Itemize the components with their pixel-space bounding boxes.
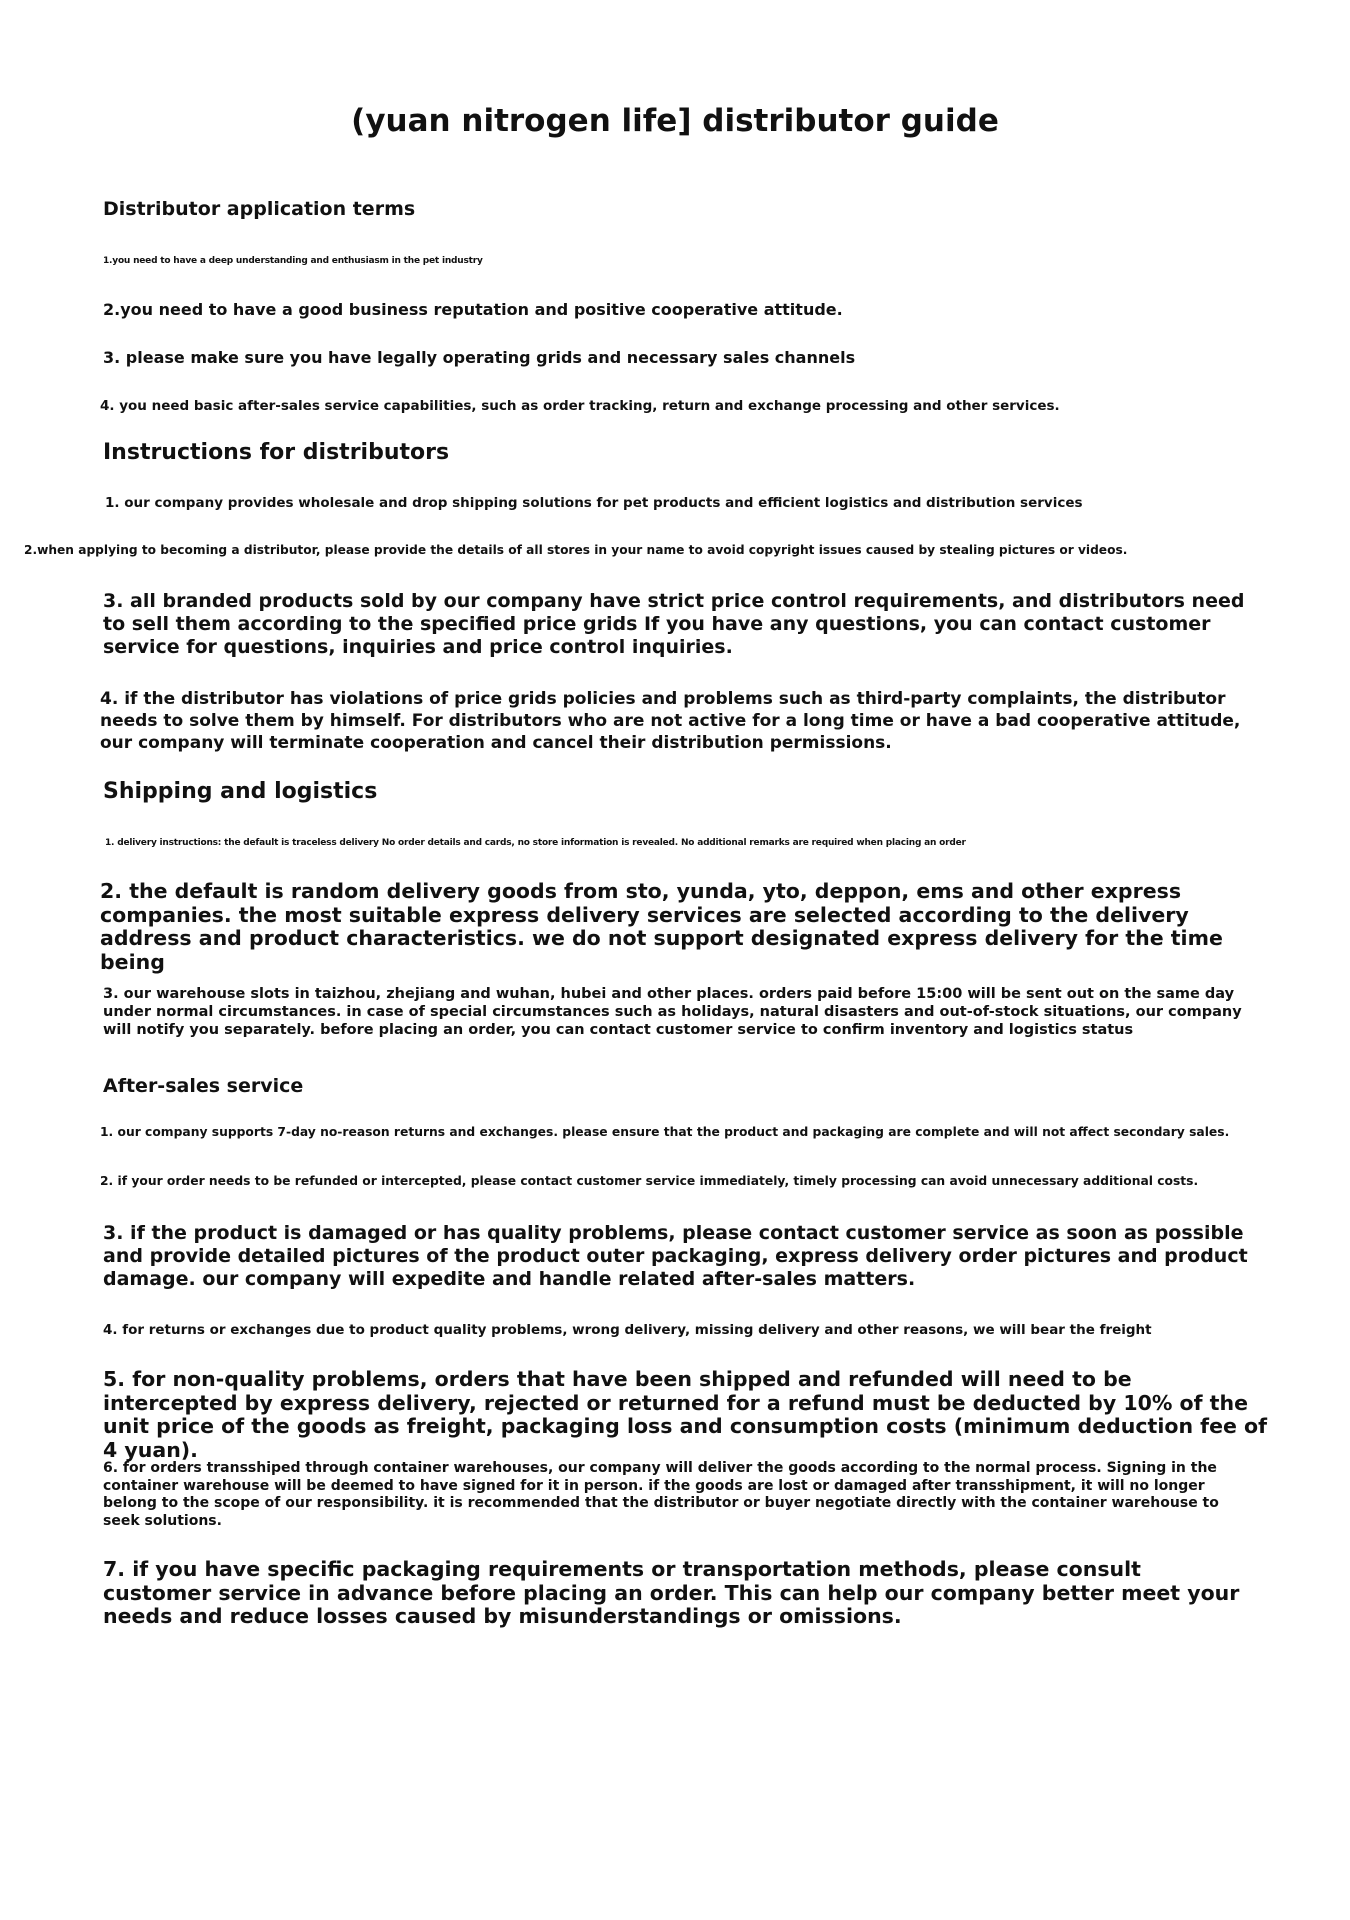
- aftersales-item-1: 1. our company supports 7-day no-reason returns and exchanges. please ensure that the product and packaging are complete and will not affect secondary sales.: [100, 1125, 1230, 1139]
- shipping-item-1: 1. delivery instructions: the default is traceless delivery No order details and cards, no store information is revealed. No additional remarks are required when placing an order: [105, 838, 966, 848]
- aftersales-item-3: 3. if the product is damaged or has quality problems, please contact customer service as soon as possible and provide detailed pictures of the product outer packaging, express delivery order pictures and product damage. our company will expedite and handle related after-sales matters.: [103, 1222, 1248, 1291]
- application-item-3: 3. please make sure you have legally operating grids and necessary sales channels: [103, 348, 856, 367]
- application-item-4: 4. you need basic after-sales service capabilities, such as order tracking, return and exchange processing and other services.: [100, 398, 1060, 414]
- section-heading-aftersales: After-sales service: [103, 1075, 304, 1097]
- instructions-item-2: 2.when applying to becoming a distributor, please provide the details of all stores in your name to avoid copyright issues caused by stealing pictures or videos.: [24, 543, 1128, 557]
- page-title: (yuan nitrogen life] distributor guide: [351, 103, 999, 139]
- section-heading-instructions: Instructions for distributors: [103, 440, 450, 465]
- section-heading-shipping: Shipping and logistics: [103, 779, 378, 804]
- instructions-item-3: 3. all branded products sold by our company have strict price control requirements, and distributors need to sell them according to the specified price grids If you have any questions, you can contact customer service for questions, inquiries and price control inquiries.: [103, 590, 1245, 659]
- aftersales-item-7: 7. if you have specific packaging requirements or transportation methods, please consult customer service in advance before placing an order. This can help our company better meet your needs and reduce losses caused by misunderstandings or omissions.: [103, 1557, 1240, 1629]
- section-heading-application: Distributor application terms: [103, 198, 416, 220]
- aftersales-item-5: 5. for non-quality problems, orders that have been shipped and refunded will need to be intercepted by express delivery, rejected or returned for a refund must be deducted by 10% of the unit price of the goods as freight, packaging loss and consumption costs (minimum deduction fee of 4 yuan).: [103, 1367, 1268, 1462]
- aftersales-item-6: 6. for orders transshiped through container warehouses, our company will deliver the goods according to the normal process. Signing in the container warehouse will be deemed to have signed for it in person. if the goods are lost or damaged after transshipment, it will no longer belong to the scope of our responsibility. it is recommended that the distributor or buyer negotiate directly with the container warehouse to seek solutions.: [103, 1460, 1219, 1529]
- aftersales-item-4: 4. for returns or exchanges due to product quality problems, wrong delivery, missing delivery and other reasons, we will bear the freight: [103, 1322, 1152, 1338]
- application-item-1: 1.you need to have a deep understanding and enthusiasm in the pet industry: [103, 256, 483, 266]
- shipping-item-2: 2. the default is random delivery goods from sto, yunda, yto, deppon, ems and other express companies. the most suitable express delivery services are selected according to the delivery address and product characteristics. we do not support designated express delivery for the time being: [100, 879, 1223, 974]
- aftersales-item-2: 2. if your order needs to be refunded or intercepted, please contact customer service immediately, timely processing can avoid unnecessary additional costs.: [100, 1174, 1199, 1188]
- application-item-2: 2.you need to have a good business reputation and positive cooperative attitude.: [103, 300, 843, 319]
- instructions-item-1: 1. our company provides wholesale and drop shipping solutions for pet products and efficient logistics and distribution services: [105, 495, 1083, 511]
- instructions-item-4: 4. if the distributor has violations of price grids policies and problems such as third-party complaints, the distributor needs to solve them by himself. For distributors who are not active for a long time or have a bad cooperative attitude, our company will terminate cooperation and cancel their distribution permissions.: [100, 689, 1241, 754]
- shipping-item-3: 3. our warehouse slots in taizhou, zhejiang and wuhan, hubei and other places. orders paid before 15:00 will be sent out on the same day under normal circumstances. in case of special circumstances such as holidays, natural disasters and out-of-stock situations, our company will notify you separately. before placing an order, you can contact customer service to confirm inventory and logistics status: [103, 986, 1242, 1039]
